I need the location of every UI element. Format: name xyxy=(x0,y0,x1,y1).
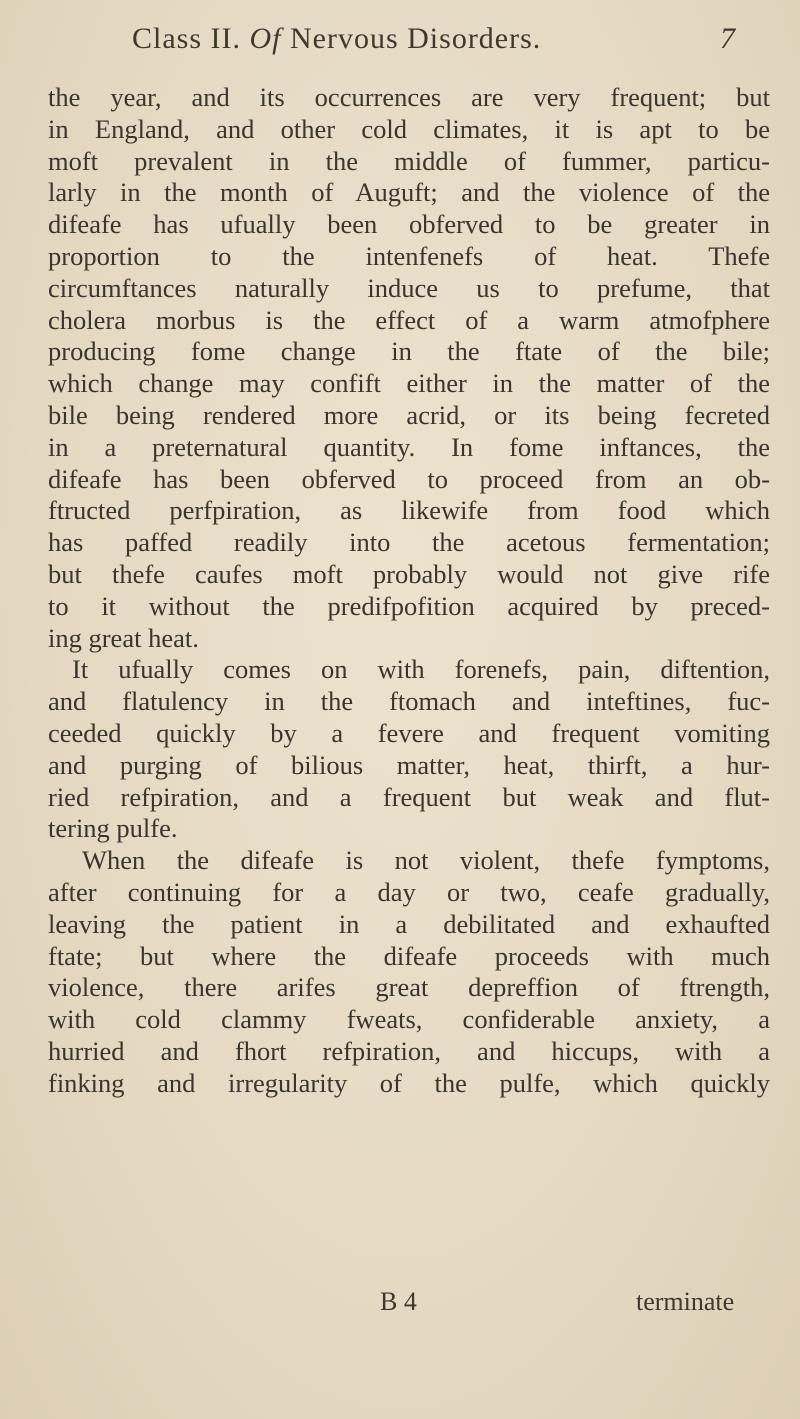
text-line: producing fome change in the ftate of the bile; xyxy=(48,336,770,367)
text-line: but thefe caufes moft probably would not give rife xyxy=(48,558,770,589)
text-line: larly in the month of Auguft; and the violence of the xyxy=(48,177,770,208)
head-title-of: Of xyxy=(249,22,282,55)
head-title-class: Class II. xyxy=(132,22,241,55)
running-head xyxy=(0,22,800,62)
text-line: proportion to the intenfenefs of heat. Thefe xyxy=(48,240,770,271)
text-line: difeafe has been obferved to proceed from an ob- xyxy=(48,463,770,494)
text-line: When the difeafe is not violent, thefe fymptoms, xyxy=(82,845,770,876)
text-line: with cold clammy fweats, confiderable anxiety, a xyxy=(48,1004,770,1035)
text-line: hurried and fhort refpiration, and hiccups, with a xyxy=(48,1035,770,1066)
text-line: which change may confift either in the matter of the xyxy=(48,368,770,399)
text-line: tering pulfe. xyxy=(48,813,178,844)
text-line: circumftances naturally induce us to prefume, that xyxy=(48,272,770,303)
body-text xyxy=(48,82,770,1100)
text-line: difeafe has ufually been obferved to be greater in xyxy=(48,209,770,240)
text-line: ing great heat. xyxy=(48,622,199,653)
text-line: violence, there arifes great depreffion of ftrength, xyxy=(48,972,770,1003)
text-line: leaving the patient in a debilitated and exhaufted xyxy=(48,908,770,939)
catchword: terminate xyxy=(636,1287,735,1316)
text-line: ftate; but where the difeafe proceeds with much xyxy=(48,940,770,971)
text-line: in a preternatural quantity. In fome inftances, the xyxy=(48,431,770,462)
text-line: bile being rendered more acrid, or its being fecreted xyxy=(48,399,770,430)
text-line: has paffed readily into the acetous fermentation; xyxy=(48,527,770,558)
text-line: finking and irregularity of the pulfe, which quickly xyxy=(48,1067,770,1098)
page-footer xyxy=(0,1287,800,1321)
text-line: ried refpiration, and a frequent but weak and flut- xyxy=(48,781,770,812)
text-line: the year, and its occurrences are very frequent; but xyxy=(48,82,770,112)
text-line: cholera morbus is the effect of a warm atmofphere xyxy=(48,304,770,335)
text-line: and flatulency in the ftomach and inteftines, fuc- xyxy=(48,686,770,717)
text-line: ftructed perfpiration, as likewife from food which xyxy=(48,495,770,526)
text-line: to it without the predifpofition acquired by preced- xyxy=(48,590,770,621)
text-line: after continuing for a day or two, ceafe gradually, xyxy=(48,876,770,907)
text-line: ceeded quickly by a fevere and frequent vomiting xyxy=(48,717,770,748)
text-line: moft prevalent in the middle of fummer, particu- xyxy=(48,145,770,176)
signature-mark: B 4 xyxy=(380,1287,417,1316)
text-line: in England, and other cold climates, it is apt to be xyxy=(48,113,770,144)
text-line: and purging of bilious matter, heat, thirft, a hur- xyxy=(48,749,770,780)
page-number: 7 xyxy=(720,22,735,55)
running-head-title xyxy=(132,22,541,56)
head-title-subject: Nervous Disorders. xyxy=(290,22,542,55)
text-line: It ufually comes on with forenefs, pain, diftention, xyxy=(72,654,770,685)
